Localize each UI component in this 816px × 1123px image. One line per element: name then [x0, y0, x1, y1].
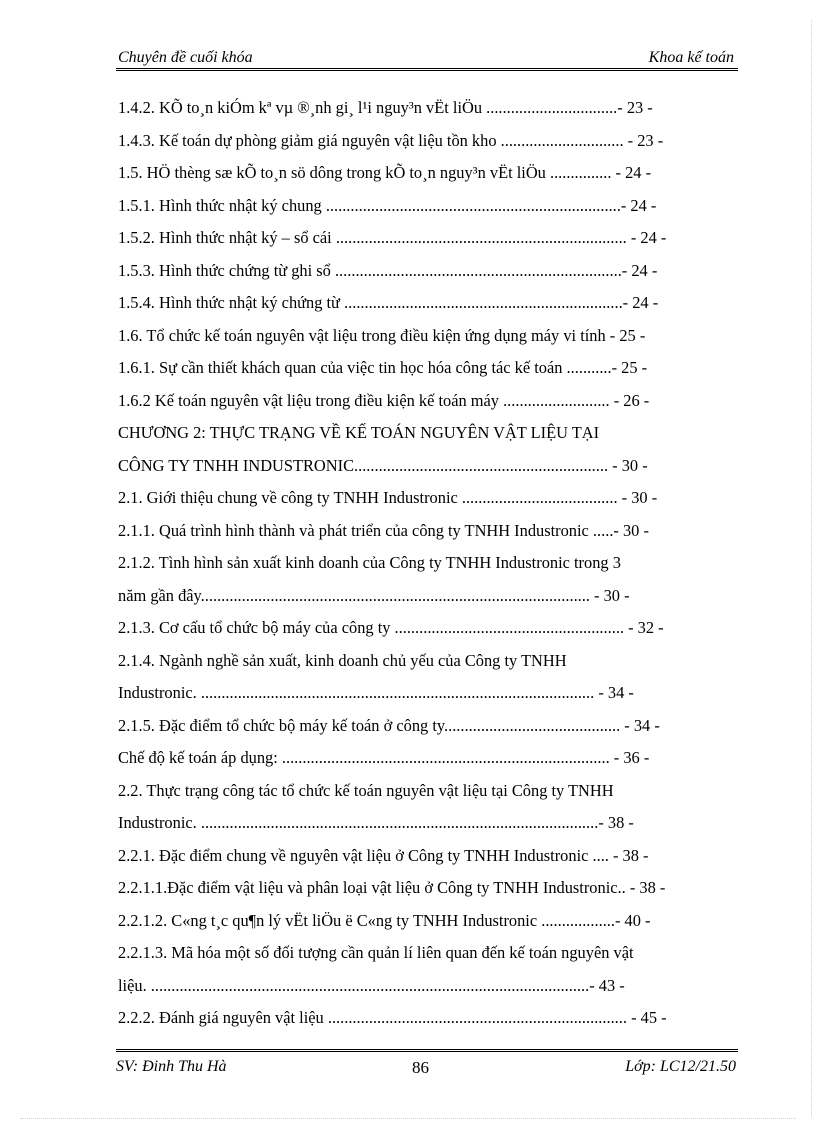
toc-line[interactable]: [116, 352, 738, 385]
toc-line[interactable]: [116, 1002, 738, 1035]
toc-line[interactable]: [116, 190, 738, 223]
toc-line-text: 2.2.2. Đánh giá nguyên vật liệu ......................................................................... - 45 -: [118, 1008, 667, 1027]
toc-line-text: 2.2.1. Đặc điểm chung về nguyên vật liệu ở Công ty TNHH Industronic .... - 38 -: [118, 845, 649, 865]
toc-line-text: 2.1. Giới thiệu chung về công ty TNHH Industronic ...................................... - 30 -: [118, 488, 658, 507]
toc-line-text: 2.2. Thực trạng công tác tổ chức kế toán nguyên vật liệu tại Công ty TNHH: [118, 780, 614, 800]
toc-line-text: 1.5.3. Hình thức chứng từ ghi sổ ......................................................................- 24 -: [118, 260, 658, 280]
toc-line-text: 1.5.1. Hình thức nhật ký chung ........................................................................- 24 -: [118, 195, 657, 215]
toc-line-text: năm gần đây............................................................................................... - 30 -: [118, 585, 630, 605]
toc-line-text: 1.5. HÖ thèng sæ kÕ to¸n sö dông trong kÕ to¸n nguy³n vËt liÖu ............... - 24 -: [118, 163, 652, 182]
toc-line-text: liệu. ...........................................................................................................- 43 -: [118, 975, 625, 995]
toc-line[interactable]: [116, 775, 738, 808]
toc-line-text: CÔNG TY TNHH INDUSTRONIC.............................................................. - 30 -: [118, 455, 648, 475]
toc-line-text: 2.1.3. Cơ cấu tổ chức bộ máy của công ty ........................................................ - 32 -: [118, 618, 664, 637]
toc-line-text: 1.4.3. Kế toán dự phòng giảm giá nguyên vật liệu tồn kho .............................. - 23 -: [118, 130, 664, 150]
toc-line-text: 1.6.2 Kế toán nguyên vật liệu trong điều kiện kế toán máy .......................... - 26 -: [118, 390, 650, 410]
toc-line-text: 1.4.2. KÕ to¸n kiÓm kª vµ ®¸nh gi¸ l¹i nguy³n vËt liÖu ................................- 23 -: [118, 98, 653, 117]
toc-line[interactable]: [116, 287, 738, 320]
toc-line-text: 1.5.2. Hình thức nhật ký – sổ cái ....................................................................... - 24 -: [118, 228, 667, 247]
toc-line-text: Industronic. .................................................................................................- 38 -: [118, 813, 634, 832]
toc-line[interactable]: [116, 677, 738, 710]
toc-line[interactable]: [116, 612, 738, 645]
toc-line[interactable]: [116, 385, 738, 418]
toc-line[interactable]: [116, 320, 738, 353]
toc-line[interactable]: [116, 840, 738, 873]
toc-line-text: 2.1.2. Tình hình sản xuất kinh doanh của Công ty TNHH Industronic trong 3: [118, 553, 621, 572]
toc-line[interactable]: [116, 937, 738, 970]
toc-line-text: Chế độ kế toán áp dụng: ................................................................................ - 36 -: [118, 748, 650, 767]
table-of-contents: [116, 92, 738, 1035]
toc-line[interactable]: [116, 710, 738, 743]
toc-chapter-heading[interactable]: [116, 417, 738, 450]
toc-line[interactable]: [116, 125, 738, 158]
page-edge-bottom: [20, 1118, 796, 1119]
toc-line-text: 1.5.4. Hình thức nhật ký chứng từ ....................................................................- 24 -: [118, 293, 659, 312]
toc-line-text: 1.6.1. Sự cần thiết khách quan của việc tin học hóa công tác kế toán ...........- 25 -: [118, 358, 648, 377]
toc-line-text: 1.6. Tổ chức kế toán nguyên vật liệu trong điều kiện ứng dụng máy vi tính - 25 -: [118, 325, 646, 345]
toc-line[interactable]: [116, 645, 738, 678]
toc-line-text: 2.2.1.1.Đặc điểm vật liệu và phân loại vật liệu ở Công ty TNHH Industronic.. - 38 -: [118, 878, 666, 897]
page-edge-right: [811, 20, 812, 1117]
toc-line-text: Industronic. ................................................................................................ - 34 -: [118, 683, 634, 702]
header-faculty: Khoa kế toán: [648, 49, 734, 66]
toc-line-text: 2.1.5. Đặc điểm tổ chức bộ máy kế toán ở công ty........................................... - 34 -: [118, 715, 660, 735]
header-document-title: Chuyên đề cuối khóa: [118, 49, 253, 66]
footer-student: SV: Đinh Thu Hà: [116, 1058, 227, 1075]
page-footer: [116, 1049, 738, 1082]
toc-line[interactable]: [116, 970, 738, 1003]
toc-chapter-heading[interactable]: [116, 450, 738, 483]
toc-line[interactable]: [116, 255, 738, 288]
footer-class: Lớp: LC12/21.50: [625, 1058, 736, 1075]
toc-line-text: CHƯƠNG 2: THỰC TRẠNG VỀ KẾ TOÁN NGUYÊN VẬT LIỆU TẠI: [118, 423, 600, 442]
toc-line[interactable]: [116, 547, 738, 580]
toc-line[interactable]: [116, 580, 738, 613]
page-number: 86: [412, 1058, 429, 1077]
toc-line[interactable]: [116, 157, 738, 190]
toc-line-text: 2.1.1. Quá trình hình thành và phát triển của công ty TNHH Industronic .....- 30 -: [118, 520, 649, 540]
toc-line-text: 2.2.1.3. Mã hóa một số đối tượng cần quản lí liên quan đến kế toán nguyên vật: [118, 943, 634, 962]
toc-line-text: 2.1.4. Ngành nghề sản xuất, kinh doanh chủ yếu của Công ty TNHH: [118, 650, 567, 670]
toc-line[interactable]: [116, 515, 738, 548]
toc-line[interactable]: [116, 222, 738, 255]
toc-line[interactable]: [116, 872, 738, 905]
toc-line[interactable]: [116, 482, 738, 515]
toc-line[interactable]: [116, 905, 738, 938]
page-header: [116, 46, 738, 71]
toc-line[interactable]: [116, 807, 738, 840]
toc-line[interactable]: [116, 742, 738, 775]
toc-line[interactable]: [116, 92, 738, 125]
toc-line-text: 2.2.1.2. C«ng t¸c qu¶n lý vËt liÖu ë C«ng ty TNHH Industronic ..................- 40 -: [118, 910, 651, 930]
